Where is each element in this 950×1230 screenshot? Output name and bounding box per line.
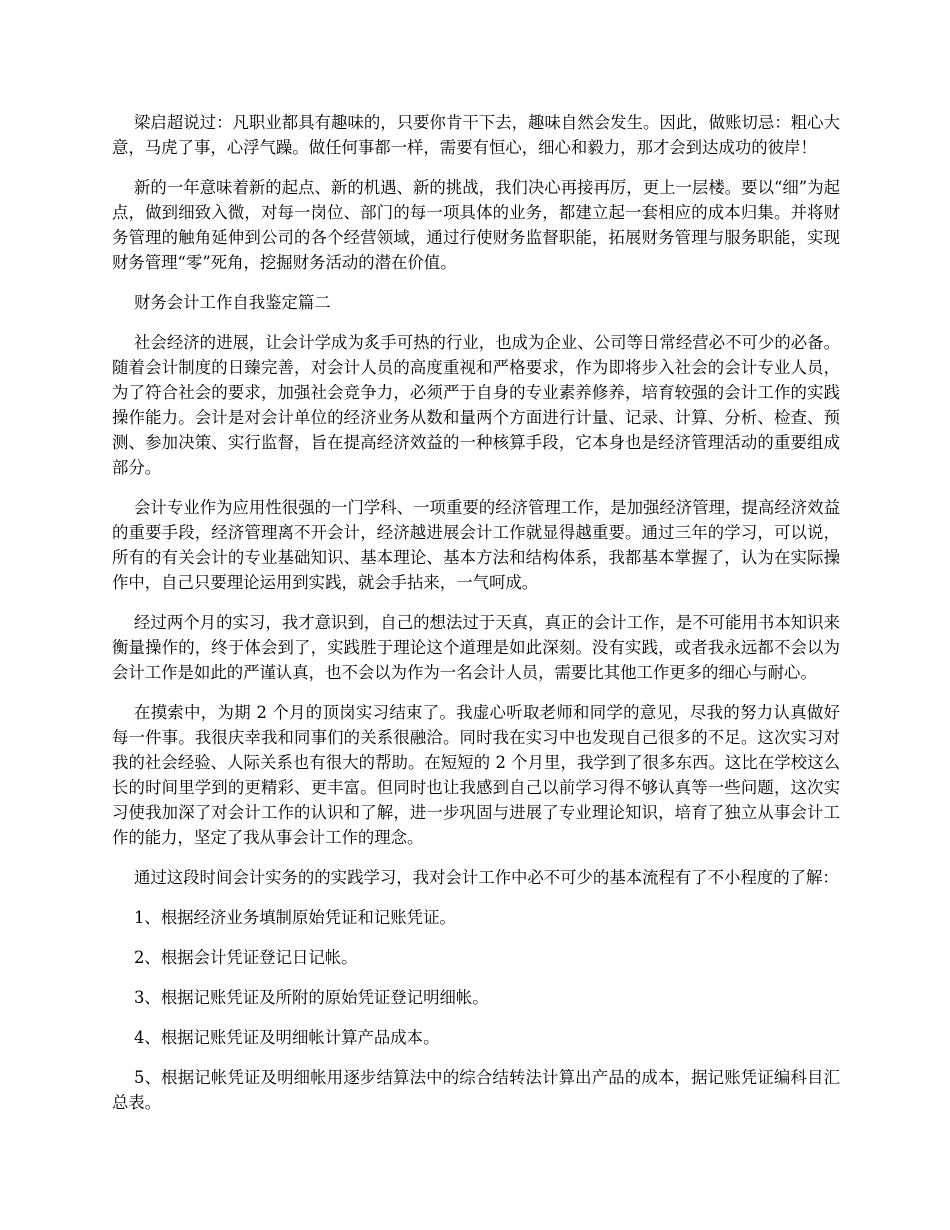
document-body: [112, 110, 840, 1130]
paragraph-main-2: 会计专业作为应用性很强的一门学科、一项重要的经济管理工作，是加强经济管理，提高经济效益的重要手段，经济管理离不开会计，经济越进展会计工作就显得越重要。通过三年的学习，可以说，所有的有关会计的专业基础知识、基本理论、基本方法和结构体系，我都基本掌握了，认为在实际操作中，自己只要理论运用到实践，就会手拈来，一气呵成。: [112, 498, 840, 592]
list-item: 1、根据经济业务填制原始凭证和记账凭证。: [134, 908, 456, 927]
list-item: 2、根据会计凭证登记日记帐。: [134, 948, 358, 967]
paragraph-main-4: 在摸索中，为期 2 个月的顶岗实习结束了。我虚心听取老师和同学的意见，尽我的努力认真做好每一件事。我很庆幸我和同事们的关系很融洽。同时我在实习中也发现自己很多的不足。这次实习对我的社会经验、人际关系也有很大的帮助。在短短的 2 个月里，我学到了很多东西。这比在学校这么长的时间里学到的更精彩、更丰富。但同时也让我感到自己以前学习得不够认真等一些问题，这次实习使我加深了对会计工作的认识和了解，进一步巩固与进展了专业理论知识，培育了独立从事会计工作的能力，坚定了我从事会计工作的理念。: [112, 703, 840, 847]
section-title: 财务会计工作自我鉴定篇二: [134, 293, 331, 312]
paragraph-intro-1: 梁启超说过：凡职业都具有趣味的，只要你肯干下去，趣味自然会发生。因此，做账切忌：粗心大意，马虎了事，心浮气躁。做任何事都一样，需要有恒心，细心和毅力，那才会到达成功的彼岸！: [112, 113, 840, 157]
paragraph-main-5: 通过这段时间会计实务的的实践学习，我对会计工作中必不可少的基本流程有了不小程度的了解：: [134, 868, 839, 887]
paragraph-intro-2: 新的一年意味着新的起点、新的机遇、新的挑战，我们决心再接再厉，更上一层楼。要以“细”为起点，做到细致入微，对每一岗位、部门的每一项具体的业务，都建立起一套相应的成本归集。并将财务管理的触角延伸到公司的各个经营领域，通过行使财务监督职能，拓展财务管理与服务职能，实现财务管理“零”死角，挖掘财务活动的潜在价值。: [112, 178, 840, 272]
paragraph-main-3: 经过两个月的实习，我才意识到，自己的想法过于天真，真正的会计工作，是不可能用书本知识来衡量操作的，终于体会到了，实践胜于理论这个道理是如此深刻。没有实践，或者我永远都不会以为会计工作是如此的严谨认真，也不会以为作为一名会计人员，需要比其他工作更多的细心与耐心。: [112, 613, 840, 682]
list-item: 4、根据记账凭证及明细帐计算产品成本。: [134, 1028, 440, 1047]
list-item: 5、根据记帐凭证及明细帐用逐步结算法中的综合结转法计算出产品的成本，据记账凭证编科目汇总表。: [112, 1068, 840, 1112]
list-item: 3、根据记账凭证及所附的原始凭证登记明细帐。: [134, 988, 489, 1007]
paragraph-main-1: 社会经济的进展，让会计学成为炙手可热的行业，也成为企业、公司等日常经营必不可少的必备。随着会计制度的日臻完善，对会计人员的高度重视和严格要求，作为即将步入社会的会计专业人员，为了符合社会的要求，加强社会竞争力，必须严于自身的专业素养修养，培育较强的会计工作的实践操作能力。会计是对会计单位的经济业务从数和量两个方面进行计量、记录、计算、分析、检查、预测、参加决策、实行监督，旨在提高经济效益的一种核算手段，它本身也是经济管理活动的重要组成部分。: [112, 333, 840, 477]
